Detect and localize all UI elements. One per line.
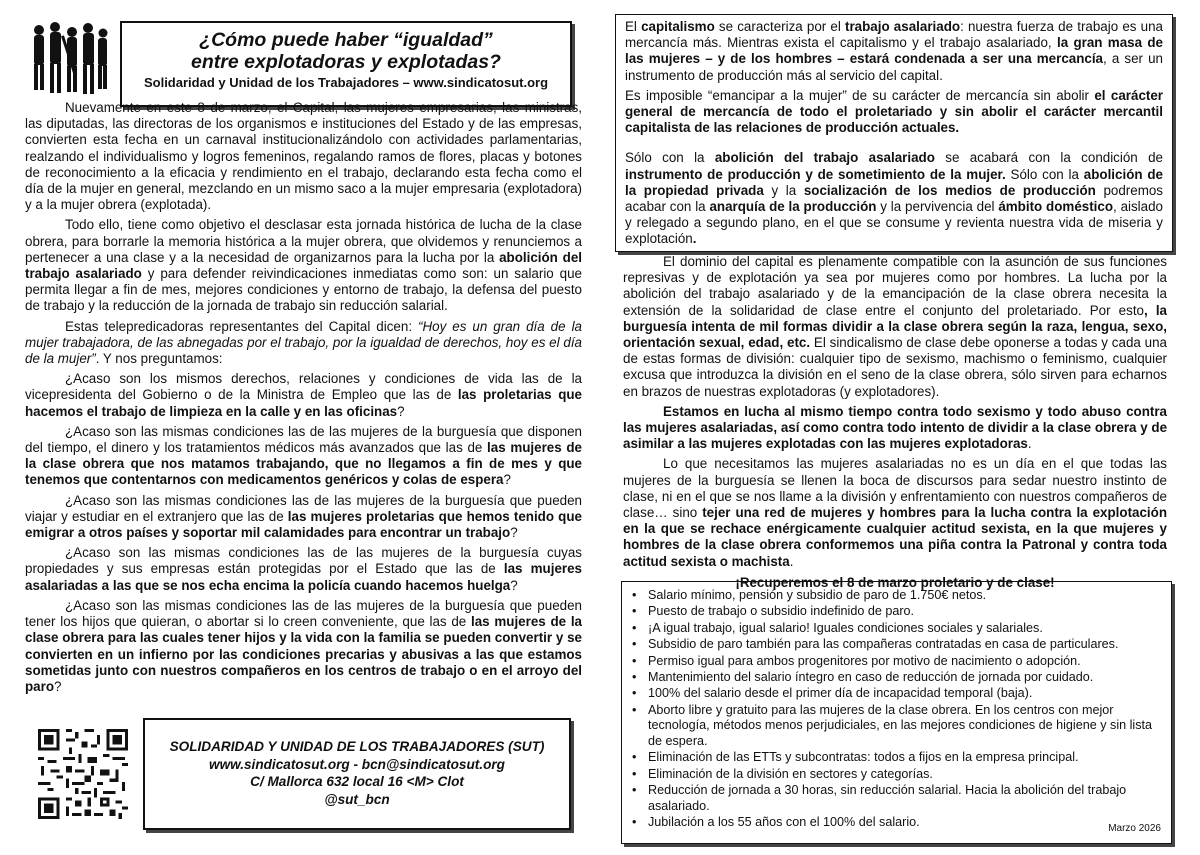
bold-span: trabajo asalariado <box>845 19 961 34</box>
text-span: , aislado y relegado a segundo plano, en el que se consume y revienta nuestra vida de miseria y explotación <box>625 199 1163 247</box>
text-span: Lo que necesitamos las mujeres asalariadas no es un día en el que todas las mujeres de la burguesía se llenen la boca de discursos para sedar nuestro instinto de clase, ni en el que se nos llame a la división y enfrentamiento con nuestros compañeros de clase… sino <box>623 456 1167 521</box>
bold-span: . <box>692 231 697 247</box>
text-span: y para defender reivindicaciones inmediatas como son: un salario que permita llegar a fin de mes, mejores condiciones y entorno de trabajo, la defensa del puesto de trabajo y la reducción de la jornada de trabajo sin reducción salarial. <box>25 266 582 314</box>
list-item: • Puesto de trabajo o subsidio indefinido de paro. <box>630 604 1163 620</box>
text-span: . <box>789 553 794 569</box>
text-span: ? <box>510 577 518 593</box>
bold-span: las mujeres de la clase obrera que nos matamos trabajando, que no llegamos a fin de mes y que tenemos que contentarnos con medicamentos genéricos y colas de espera <box>25 440 582 488</box>
text-span: ? <box>510 525 518 541</box>
list-item: • Subsidio de paro también para las compañeras contratadas en casa de particulares. <box>630 637 1163 653</box>
text-span: y la <box>763 182 804 198</box>
bold-span: anarquía de la producción <box>709 199 877 215</box>
box-paragraph-2 <box>625 88 1163 137</box>
right-body-text <box>623 254 1167 591</box>
text-span: ¿Acaso son las mismas condiciones las de las mujeres de la burguesía cuyas propiedades y sus empresas están protegidas por el Estado que las de <box>25 545 582 577</box>
bold-span: las mujeres de la clase obrera para las cuales tener hijos y la vida con la familia se pueden convertir y se convierten en un infierno por las condiciones precarias y abusivas a las que estamos sometidas junto con nuestros compañeros en los centros de trabajo o en el arroyo del paro <box>25 614 582 694</box>
page-title-line1: ¿Cómo puede haber “igualdad” <box>199 29 493 51</box>
italic-quote: “Hoy es un gran día de la mujer trabajadora, de las abnegadas por el trabajo, por la igualdad de derechos, hoy es el día de la mujer” <box>25 318 582 367</box>
bold-span: las proletarias que hacemos el trabajo de limpieza en la calle y en las oficinas <box>25 387 582 419</box>
date-label: Marzo 2026 <box>1108 822 1161 834</box>
left-body-text <box>25 100 582 699</box>
text-span: se acabará con la condición de <box>934 150 1163 166</box>
list-item: • Aborto libre y gratuito para las mujeres de la clase obrera. En los centros con mejor tecnología, métodos menos perjudiciales, en las mejores condiciones de higiene y sin lista de espera. <box>630 703 1163 750</box>
paragraph-domination <box>623 254 1167 400</box>
demands-box <box>621 581 1172 844</box>
contact-social[interactable]: @sut_bcn <box>324 791 390 807</box>
qr-code-icon <box>38 729 128 819</box>
question-5 <box>25 598 582 695</box>
list-item: • Permiso igual para ambos progenitores por motivo de nacimiento o adopción. <box>630 654 1163 670</box>
page-title-line2: entre explotadoras y explotadas? <box>191 51 501 73</box>
text-span: ¿Acaso son las mismas condiciones las de las mujeres de la burguesía que pueden tener los hijos que quieran, o abortar si lo creen conveniente, que las de <box>25 597 582 630</box>
bold-span: el carácter general de mercancía de todo el proletariado y sin abolir el carácter mercantil capitalista de las relaciones de producción actuales. <box>625 87 1164 136</box>
contact-box <box>143 718 571 830</box>
capitalism-box <box>615 14 1173 252</box>
text-span: se caracteriza por el <box>714 19 845 34</box>
text-span: . <box>1027 436 1032 452</box>
paragraph-quote <box>25 319 582 368</box>
bold-span: ámbito doméstico <box>998 199 1114 215</box>
text-span: : nuestra fuerza de trabajo es una mercancía más. Mientras exista el capitalismo y el trabajo asalariado, <box>625 19 1163 51</box>
text-span: ¿Acaso son las mismas condiciones las de las mujeres de la burguesía que disponen del tiempo, el dinero y los tratamientos médicos más avanzados que las de <box>25 423 582 456</box>
list-item: • Eliminación de la división en sectores y categorías. <box>630 767 1163 783</box>
bold-span: las mujeres proletarias que hemos tenido que emigrar a otros países y soportar mil calamidades para encontrar un trabajo <box>25 508 582 541</box>
list-item: • Eliminación de las ETTs y subcontratas: todos a fijos en la empresa principal. <box>630 750 1163 766</box>
text-span: ? <box>54 678 62 694</box>
bold-span: la gran masa de las mujeres – y de los hombres – estará condenada a ser una mercancía <box>625 35 1163 67</box>
demands-list <box>630 588 1163 831</box>
bold-span: instrumento de producción y de sometimiento de la mujer. <box>625 166 1006 182</box>
bold-span: abolición del trabajo asalariado <box>714 150 935 166</box>
bold-span: , la burguesía intenta de mil formas dividir a la clase obrera según la raza, lengua, sexo, orientación sexual, edad, etc. <box>623 302 1168 351</box>
paragraph-struggle <box>623 404 1167 453</box>
box-paragraph-3 <box>625 150 1163 247</box>
contact-address: C/ Mallorca 632 local 16 <M> Clot <box>250 774 464 789</box>
text-span: El <box>625 19 642 34</box>
bold-span: tejer una red de mujeres y hombres para la lucha contra la explotación en la que se rechace enérgicamente cualquier actitud sexista, en la que mujeres y hombres de la clase obrera conformemos una piña contra la Patronal y contra toda actitud sexista o machista <box>623 505 1168 569</box>
bold-span: socialización de los medios de producción <box>803 182 1096 198</box>
text-span: podremos acabar con la <box>625 182 1163 215</box>
title-box <box>120 21 572 107</box>
workers-group-icon <box>25 18 113 100</box>
question-3 <box>25 493 582 542</box>
list-item: • 100% del salario desde el primer día de incapacidad temporal (baja). <box>630 686 1163 702</box>
bold-span: Estamos en lucha al mismo tiempo contra todo sexismo y todo abuso contra las mujeres asalariadas, así como contra todo intento de dividir a la clase obrera y de asimilar a las mujeres explotadas con las mujeres explotadoras <box>623 403 1168 452</box>
question-4 <box>25 545 582 594</box>
text-span: ¿Acaso son las mismas condiciones las de las mujeres de la burguesía que pueden viajar y estudiar en el extranjero que las de <box>25 492 582 524</box>
text-span: , a ser un instrumento de producción más al servicio del capital. <box>625 51 1164 83</box>
box-paragraph-1 <box>625 19 1163 84</box>
bold-span: capitalismo <box>641 19 715 34</box>
text-span: y la pervivencia del <box>876 199 999 215</box>
paragraph-objective <box>25 217 582 314</box>
text-span: Sólo con la <box>1005 166 1084 182</box>
text-span: Estas telepredicadoras representantes del Capital dicen: <box>65 318 419 334</box>
text-span: ? <box>503 472 511 488</box>
list-item: • ¡A igual trabajo, igual salario! Iguales condiciones sociales y salariales. <box>630 621 1163 637</box>
bold-span: las mujeres asalariadas a las que se nos echa encima la policía cuando hacemos huelga <box>25 561 582 593</box>
question-1 <box>25 371 582 420</box>
bold-span: abolición del trabajo asalariado <box>25 249 583 282</box>
slogan: ¡Recuperemos el 8 de marzo proletario y de clase! <box>735 574 1055 590</box>
text-span: ¿Acaso son los mismos derechos, relaciones y condiciones de vida las de la vicepresidenta del Gobierno o de la Ministra de Empleo que las de <box>25 371 582 403</box>
text-span: Es imposible “emancipar a la mujer” de su carácter de mercancía sin abolir <box>625 87 1095 103</box>
text-span: Todo ello, tiene como objetivo el desclasar esta jornada histórica de lucha de la clase obrera, para borrarle la memoria histórica a la mujer obrera, que olvidemos y renunciemos a pertenecer a una clase y a la necesidad de organizarnos para la lucha por la <box>25 217 582 265</box>
bold-span: abolición de la propiedad privada <box>625 166 1163 198</box>
contact-web-email[interactable]: www.sindicatosut.org - bcn@sindicatosut.org <box>209 756 505 772</box>
text-span: . Y nos preguntamos: <box>95 351 223 367</box>
list-item: • Salario mínimo, pensión y subsidio de paro de 1.750€ netos. <box>630 588 1163 604</box>
text-span: El dominio del capital es plenamente compatible con la asunción de sus funciones represivas y de explotación ya sea por mujeres como por hombres. La lucha por la abolición del trabajo asalariado y de la emancipación de la clase obrera necesita la extensión de la solidaridad de clase entre el conjunto del proletariado. Por esto <box>623 254 1167 318</box>
paragraph-intro: Nuevamente en este 8 de marzo, el Capital, las mujeres empresarias, las ministras, las diputadas, las directoras de los organismos e instituciones del Estado y de las empresas, convierten esta fecha en un carnaval institucionalizándolo con actividades parlamentarias, realzando el individualismo y logros femeninos, regalando ramos de flores, placas y botones de reconocimiento a la eficacia y rendimiento en el trabajo, declarando esta fecha como el día de la mujer en general, mezclando en un mismo saco a la mujer empresaria (explotadora) y a la mujer obrera (explotada). <box>25 100 582 213</box>
org-name: SOLIDARIDAD Y UNIDAD DE LOS TRABAJADORES (SUT) <box>169 739 545 754</box>
list-item: • Mantenimiento del salario íntegro en caso de reducción de jornada por cuidado. <box>630 670 1163 686</box>
paragraph-needs <box>623 456 1167 569</box>
question-2 <box>25 424 582 489</box>
list-item: • Jubilación a los 55 años con el 100% del salario. <box>630 815 1163 831</box>
text-span: El sindicalismo de clase debe oponerse a todas y cada una de estas formas de división: cualquier tipo de sexismo, machismo o feminismo, cualquier excusa que introduzca la división en el seno de la clase obrera, sólo sirven para echarnos en brazos de nuestras explotadoras (y explotadores). <box>623 335 1167 399</box>
page-subtitle: Solidaridad y Unidad de los Trabajadores – www.sindicatosut.org <box>143 75 549 90</box>
text-span: Sólo con la <box>625 150 715 166</box>
list-item: • Reducción de jornada a 30 horas, sin reducción salarial. Hacia la abolición del trabajo asalariado. <box>630 783 1163 814</box>
text-span: ? <box>397 403 405 419</box>
